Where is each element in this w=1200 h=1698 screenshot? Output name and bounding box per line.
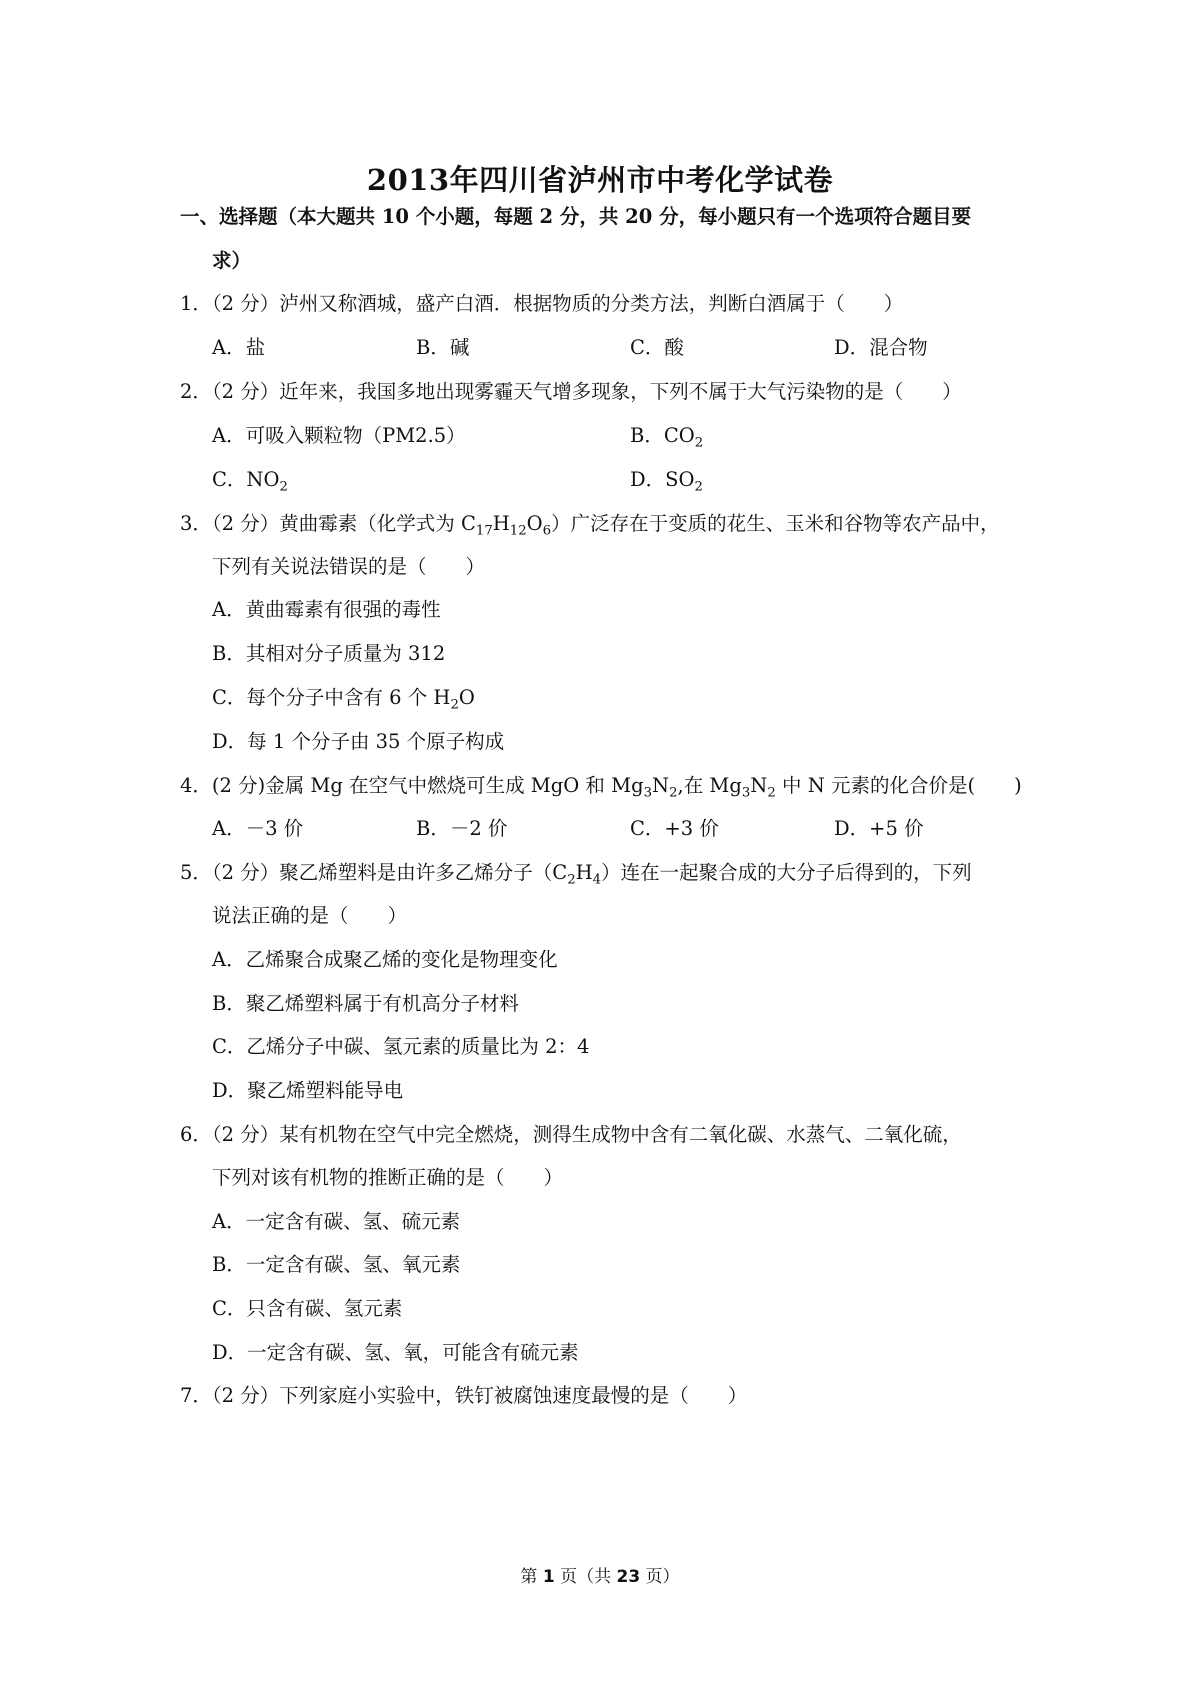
total-page-count: 23 [616, 1567, 641, 1587]
q5-option-d: D．聚乙烯塑料能导电 [212, 1079, 404, 1102]
question-1-stem: 1．（2 分）泸州又称酒城，盛产白酒．根据物质的分类方法，判断白酒属于（ ） [180, 292, 904, 315]
q2-option-b: B．$CO_2$ [630, 424, 704, 451]
q4-option-c: C．+3 价 [630, 817, 719, 840]
q1-option-c: C．酸 [630, 336, 684, 359]
question-3-stem-cont: 下列有关说法错误的是（ ） [212, 555, 486, 578]
q1-option-b: B．碱 [416, 336, 470, 359]
q1-option-d: D．混合物 [834, 336, 928, 359]
current-page-number: 1 [542, 1567, 555, 1587]
q4-option-d: D．+5 价 [834, 817, 924, 840]
q1-option-a: A．盐 [212, 336, 266, 359]
q5-option-a: A．乙烯聚合成聚乙烯的变化是物理变化 [212, 948, 558, 971]
q4-option-a: A．－3 价 [212, 817, 304, 840]
q6-option-b: B．一定含有碳、氢、氧元素 [212, 1253, 461, 1276]
q6-option-d: D．一定含有碳、氢、氧，可能含有硫元素 [212, 1341, 579, 1364]
question-6-stem-cont: 下列对该有机物的推断正确的是（ ） [212, 1166, 564, 1189]
q6-option-c: C．只含有碳、氢元素 [212, 1297, 403, 1320]
question-5-stem: 5．（2 分）聚乙烯塑料是由许多乙烯分子$(C_2H_4)$连在一起聚合成的大分子后得到的，下列 [180, 861, 972, 888]
page-footer: 第 1 页（共 23 页） [520, 1567, 680, 1587]
q3-option-a: A．黄曲霉素有很强的毒性 [212, 598, 441, 621]
q5-option-c: C．乙烯分子中碳、氢元素的质量比为 2：4 [212, 1035, 590, 1058]
q2-option-a: A．可吸入颗粒物（PM2.5） [212, 424, 466, 447]
q6-option-a: A．一定含有碳、氢、硫元素 [212, 1210, 461, 1233]
question-5-stem-cont: 说法正确的是（ ） [212, 904, 408, 927]
q3-option-b: B．其相对分子质量为 312 [212, 642, 446, 665]
page-title: 2013年四川省泸州市中考化学试卷 [366, 163, 834, 197]
question-4-stem: 4．(2 分)金属 Mg 在空气中燃烧可生成 MgO 和 $Mg_3N_2$,在 $Mg_3N_2$ 中 N 元素的化合价是( ) [180, 774, 1022, 801]
q4-option-b: B．－2 价 [416, 817, 508, 840]
q2-option-d: D．$SO_2$ [630, 468, 703, 495]
question-2-stem: 2．（2 分）近年来，我国多地出现雾霾天气增多现象，下列不属于大气污染物的是（ ） [180, 380, 962, 403]
q2-option-c: C．$NO_2$ [212, 468, 288, 495]
question-6-stem: 6．（2 分）某有机物在空气中完全燃烧，测得生成物中含有二氧化碳、水蒸气、二氧化硫， [180, 1123, 962, 1146]
section-heading: 一、选择题（本大题共 10 个小题，每题 2 分，共 20 分，每小题只有一个选项符合题目要 [180, 205, 972, 228]
q5-option-b: B．聚乙烯塑料属于有机高分子材料 [212, 992, 519, 1015]
q3-option-d: D．每 1 个分子由 35 个原子构成 [212, 730, 505, 753]
question-7-stem: 7．（2 分）下列家庭小实验中，铁钉被腐蚀速度最慢的是（ ） [180, 1384, 748, 1407]
section-heading-cont: 求） [212, 249, 252, 272]
question-3-stem: 3．（2 分）黄曲霉素（化学式为 $C_{17}H_{12}O_6$）广泛存在于变质的花生、玉米和谷物等农产品中， [180, 512, 1000, 539]
q3-option-c: C．每个分子中含有 6 个 $H_2O$ [212, 686, 475, 713]
